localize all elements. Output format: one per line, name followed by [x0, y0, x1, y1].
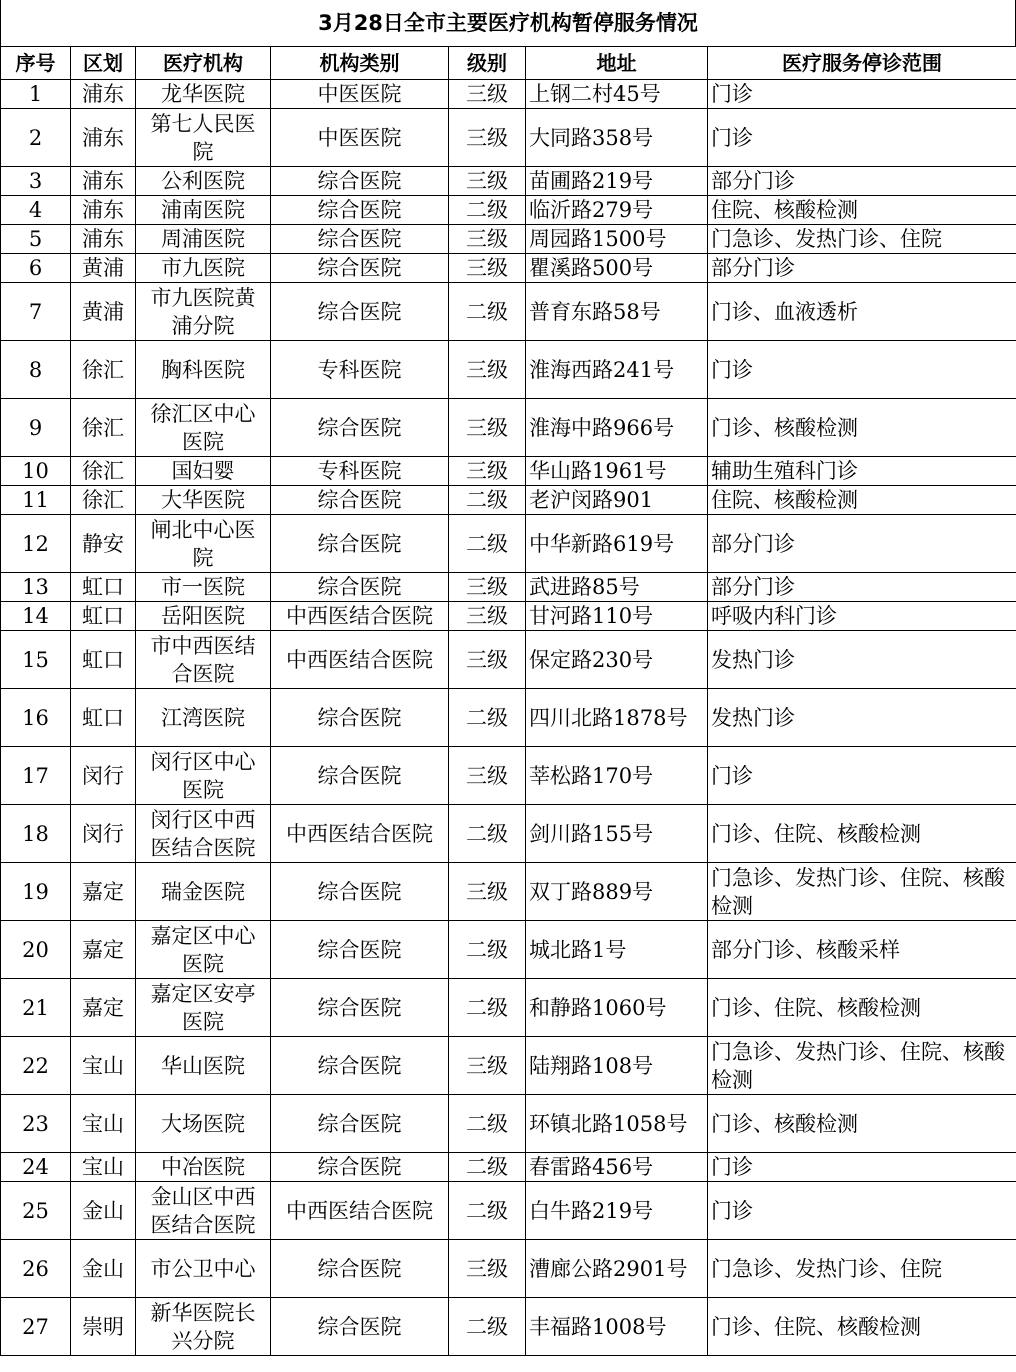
cell-index: 12: [1, 515, 71, 573]
cell-district: 黄浦: [71, 283, 136, 341]
cell-address: 中华新路619号: [526, 515, 708, 573]
cell-institution: [136, 602, 271, 631]
cell-district: 宝山: [71, 1095, 136, 1153]
cell-institution: [136, 979, 271, 1037]
table-row: [1, 573, 1016, 602]
cell-index: 22: [1, 1037, 71, 1095]
table-row: [1, 1182, 1016, 1240]
cell-index: 17: [1, 747, 71, 805]
cell-scope: 门急诊、发热门诊、住院、核酸检测: [708, 1037, 1016, 1095]
cell-scope: 门诊: [708, 1153, 1016, 1182]
institution-name: 闵行区中心医院: [150, 749, 256, 802]
cell-address: 白牛路219号: [526, 1182, 708, 1240]
cell-district: 虹口: [71, 573, 136, 602]
header-index: 序号: [1, 47, 71, 80]
cell-category: 综合医院: [271, 196, 449, 225]
cell-level: 三级: [449, 341, 526, 399]
cell-index: 15: [1, 631, 71, 689]
cell-scope: 发热门诊: [708, 631, 1016, 689]
table-row: [1, 689, 1016, 747]
cell-category: 综合医院: [271, 863, 449, 921]
table-row: [1, 979, 1016, 1037]
institution-name: 公利医院: [161, 169, 245, 193]
cell-institution: [136, 225, 271, 254]
cell-district: 浦东: [71, 109, 136, 167]
cell-level: 二级: [449, 1182, 526, 1240]
cell-level: 三级: [449, 399, 526, 457]
cell-scope: 门诊、住院、核酸检测: [708, 1298, 1016, 1356]
cell-district: 宝山: [71, 1037, 136, 1095]
cell-level: 三级: [449, 109, 526, 167]
cell-category: 综合医院: [271, 1037, 449, 1095]
cell-level: 三级: [449, 747, 526, 805]
cell-scope: 门诊、血液透析: [708, 283, 1016, 341]
cell-level: 二级: [449, 979, 526, 1037]
institution-name: 闸北中心医院: [150, 517, 256, 570]
cell-scope: 门诊、住院、核酸检测: [708, 805, 1016, 863]
cell-scope: 门急诊、发热门诊、住院、核酸检测: [708, 863, 1016, 921]
cell-level: 三级: [449, 167, 526, 196]
cell-index: 10: [1, 457, 71, 486]
cell-district: 虹口: [71, 602, 136, 631]
cell-institution: [136, 341, 271, 399]
cell-address: 上钢二村45号: [526, 80, 708, 109]
cell-district: 浦东: [71, 196, 136, 225]
cell-district: 嘉定: [71, 979, 136, 1037]
cell-district: 虹口: [71, 631, 136, 689]
institution-name: 江湾医院: [161, 705, 245, 730]
cell-category: 综合医院: [271, 921, 449, 979]
cell-district: 宝山: [71, 1153, 136, 1182]
cell-category: 综合医院: [271, 1095, 449, 1153]
cell-scope: 门诊: [708, 109, 1016, 167]
cell-category: 综合医院: [271, 283, 449, 341]
table-row: [1, 1037, 1016, 1095]
cell-category: 综合医院: [271, 689, 449, 747]
institution-name: 市公卫中心: [150, 1256, 256, 1281]
institution-name: 市一医院: [161, 575, 245, 599]
cell-address: 淮海中路966号: [526, 399, 708, 457]
cell-address: 淮海西路241号: [526, 341, 708, 399]
cell-category: 综合医院: [271, 167, 449, 196]
cell-index: 21: [1, 979, 71, 1037]
cell-address: 老沪闵路901: [526, 486, 708, 515]
cell-level: 三级: [449, 225, 526, 254]
cell-scope: 住院、核酸检测: [708, 486, 1016, 515]
institution-name: 市九医院: [161, 256, 245, 280]
cell-level: 二级: [449, 486, 526, 515]
cell-address: 春雷路456号: [526, 1153, 708, 1182]
cell-district: 虹口: [71, 689, 136, 747]
table-row: [1, 399, 1016, 457]
cell-level: 二级: [449, 921, 526, 979]
header-scope: 医疗服务停诊范围: [708, 47, 1016, 80]
cell-address: 甘河路110号: [526, 602, 708, 631]
cell-address: 环镇北路1058号: [526, 1095, 708, 1153]
cell-address: 漕廊公路2901号: [526, 1240, 708, 1298]
cell-level: 二级: [449, 283, 526, 341]
cell-institution: [136, 486, 271, 515]
cell-scope: 门诊、核酸检测: [708, 1095, 1016, 1153]
institution-name: 国妇婴: [171, 459, 235, 483]
cell-scope: 门急诊、发热门诊、住院: [708, 1240, 1016, 1298]
header-row: [1, 47, 1016, 80]
institution-name: 嘉定区中心医院: [150, 923, 256, 976]
cell-institution: [136, 399, 271, 457]
cell-institution: [136, 863, 271, 921]
cell-category: 专科医院: [271, 457, 449, 486]
cell-institution: [136, 689, 271, 747]
institution-name: 胸科医院: [161, 357, 245, 382]
cell-level: 三级: [449, 602, 526, 631]
cell-address: 临沂路279号: [526, 196, 708, 225]
cell-category: 综合医院: [271, 515, 449, 573]
cell-level: 二级: [449, 1095, 526, 1153]
cell-category: 综合医院: [271, 1153, 449, 1182]
institution-name: 华山医院: [161, 1053, 245, 1078]
cell-category: 中西医结合医院: [271, 602, 449, 631]
cell-address: 双丁路889号: [526, 863, 708, 921]
cell-scope: 门诊: [708, 80, 1016, 109]
cell-category: 中医医院: [271, 109, 449, 167]
cell-district: 闵行: [71, 805, 136, 863]
cell-address: 大同路358号: [526, 109, 708, 167]
table-row: [1, 515, 1016, 573]
table-row: [1, 805, 1016, 863]
cell-district: 静安: [71, 515, 136, 573]
header-category: 机构类别: [271, 47, 449, 80]
cell-scope: 门诊: [708, 747, 1016, 805]
cell-institution: [136, 1182, 271, 1240]
cell-category: 综合医院: [271, 254, 449, 283]
table-row: [1, 1153, 1016, 1182]
cell-scope: 门诊、核酸检测: [708, 399, 1016, 457]
institution-name: 周浦医院: [161, 227, 245, 251]
cell-level: 二级: [449, 515, 526, 573]
cell-institution: [136, 573, 271, 602]
cell-category: 综合医院: [271, 486, 449, 515]
institution-name: 中冶医院: [161, 1155, 245, 1179]
cell-address: 普育东路58号: [526, 283, 708, 341]
cell-address: 和静路1060号: [526, 979, 708, 1037]
cell-district: 闵行: [71, 747, 136, 805]
cell-level: 三级: [449, 1240, 526, 1298]
cell-index: 24: [1, 1153, 71, 1182]
table-row: [1, 1298, 1016, 1356]
cell-institution: [136, 631, 271, 689]
cell-address: 剑川路155号: [526, 805, 708, 863]
cell-index: 14: [1, 602, 71, 631]
cell-index: 1: [1, 80, 71, 109]
cell-institution: [136, 1037, 271, 1095]
cell-level: 三级: [449, 457, 526, 486]
cell-category: 综合医院: [271, 573, 449, 602]
cell-index: 8: [1, 341, 71, 399]
cell-scope: 门急诊、发热门诊、住院: [708, 225, 1016, 254]
cell-index: 27: [1, 1298, 71, 1356]
cell-category: 中西医结合医院: [271, 631, 449, 689]
cell-institution: [136, 283, 271, 341]
table-row: [1, 1095, 1016, 1153]
cell-index: 25: [1, 1182, 71, 1240]
cell-institution: [136, 747, 271, 805]
cell-level: 三级: [449, 573, 526, 602]
table-row: [1, 486, 1016, 515]
cell-level: 三级: [449, 631, 526, 689]
cell-index: 16: [1, 689, 71, 747]
cell-address: 莘松路170号: [526, 747, 708, 805]
cell-level: 二级: [449, 689, 526, 747]
table-row: [1, 863, 1016, 921]
table-row: [1, 921, 1016, 979]
cell-institution: [136, 1153, 271, 1182]
institution-name: 岳阳医院: [161, 604, 245, 628]
institution-name: 新华医院长兴分院: [150, 1300, 256, 1353]
cell-district: 金山: [71, 1182, 136, 1240]
cell-district: 黄浦: [71, 254, 136, 283]
cell-scope: 辅助生殖科门诊: [708, 457, 1016, 486]
cell-scope: 门诊: [708, 1182, 1016, 1240]
cell-index: 13: [1, 573, 71, 602]
institution-name: 金山区中西医结合医院: [150, 1184, 256, 1237]
cell-scope: 门诊、住院、核酸检测: [708, 979, 1016, 1037]
cell-district: 徐汇: [71, 399, 136, 457]
cell-institution: [136, 1095, 271, 1153]
cell-address: 苗圃路219号: [526, 167, 708, 196]
institution-name: 大华医院: [161, 488, 245, 512]
institution-name: 浦南医院: [161, 198, 245, 222]
cell-level: 三级: [449, 80, 526, 109]
cell-institution: [136, 1298, 271, 1356]
institution-name: 龙华医院: [161, 82, 245, 106]
cell-scope: 门诊: [708, 341, 1016, 399]
cell-institution: [136, 196, 271, 225]
cell-category: 中西医结合医院: [271, 805, 449, 863]
cell-institution: [136, 805, 271, 863]
table-row: [1, 225, 1016, 254]
cell-scope: 部分门诊: [708, 254, 1016, 283]
table-row: [1, 602, 1016, 631]
cell-category: 专科医院: [271, 341, 449, 399]
hospital-table: [0, 46, 1016, 1356]
institution-name: 大场医院: [161, 1111, 245, 1136]
cell-scope: 部分门诊、核酸采样: [708, 921, 1016, 979]
cell-category: 中医医院: [271, 80, 449, 109]
cell-level: 三级: [449, 863, 526, 921]
cell-institution: [136, 167, 271, 196]
cell-address: 陆翔路108号: [526, 1037, 708, 1095]
cell-institution: [136, 80, 271, 109]
cell-district: 金山: [71, 1240, 136, 1298]
cell-address: 四川北路1878号: [526, 689, 708, 747]
institution-name: 第七人民医院: [150, 111, 256, 164]
header-address: 地址: [526, 47, 708, 80]
table-row: [1, 1240, 1016, 1298]
header-level: 级别: [449, 47, 526, 80]
cell-level: 三级: [449, 1037, 526, 1095]
cell-index: 19: [1, 863, 71, 921]
cell-index: 26: [1, 1240, 71, 1298]
cell-index: 18: [1, 805, 71, 863]
cell-level: 二级: [449, 1298, 526, 1356]
cell-level: 二级: [449, 1153, 526, 1182]
cell-category: 综合医院: [271, 747, 449, 805]
cell-district: 浦东: [71, 225, 136, 254]
table-row: [1, 283, 1016, 341]
institution-name: 徐汇区中心医院: [150, 401, 256, 454]
institution-name: 市九医院黄浦分院: [150, 285, 256, 338]
cell-district: 嘉定: [71, 921, 136, 979]
cell-scope: 部分门诊: [708, 573, 1016, 602]
cell-level: 三级: [449, 254, 526, 283]
table-row: [1, 196, 1016, 225]
table-row: [1, 457, 1016, 486]
cell-index: 2: [1, 109, 71, 167]
cell-category: 综合医院: [271, 979, 449, 1037]
cell-index: 3: [1, 167, 71, 196]
cell-level: 二级: [449, 805, 526, 863]
institution-name: 市中西医结合医院: [150, 633, 256, 686]
cell-index: 23: [1, 1095, 71, 1153]
cell-address: 瞿溪路500号: [526, 254, 708, 283]
cell-scope: 部分门诊: [708, 167, 1016, 196]
cell-index: 4: [1, 196, 71, 225]
cell-scope: 发热门诊: [708, 689, 1016, 747]
cell-category: 中西医结合医院: [271, 1182, 449, 1240]
cell-address: 保定路230号: [526, 631, 708, 689]
table-row: [1, 254, 1016, 283]
cell-district: 崇明: [71, 1298, 136, 1356]
table-row: [1, 109, 1016, 167]
cell-district: 嘉定: [71, 863, 136, 921]
cell-institution: [136, 1240, 271, 1298]
table-row: [1, 341, 1016, 399]
header-institution: 医疗机构: [136, 47, 271, 80]
cell-district: 徐汇: [71, 341, 136, 399]
table-row: [1, 167, 1016, 196]
table-row: [1, 747, 1016, 805]
table-row: [1, 80, 1016, 109]
cell-institution: [136, 457, 271, 486]
cell-index: 9: [1, 399, 71, 457]
cell-index: 20: [1, 921, 71, 979]
cell-category: 综合医院: [271, 225, 449, 254]
cell-address: 丰福路1008号: [526, 1298, 708, 1356]
table-row: [1, 631, 1016, 689]
cell-district: 浦东: [71, 167, 136, 196]
cell-index: 6: [1, 254, 71, 283]
cell-institution: [136, 109, 271, 167]
cell-index: 5: [1, 225, 71, 254]
institution-name: 闵行区中西医结合医院: [150, 807, 256, 860]
cell-category: 综合医院: [271, 1240, 449, 1298]
cell-scope: 呼吸内科门诊: [708, 602, 1016, 631]
cell-institution: [136, 254, 271, 283]
cell-district: 徐汇: [71, 486, 136, 515]
cell-scope: 部分门诊: [708, 515, 1016, 573]
cell-district: 浦东: [71, 80, 136, 109]
cell-address: 城北路1号: [526, 921, 708, 979]
institution-name: 瑞金医院: [161, 879, 245, 904]
cell-category: 综合医院: [271, 399, 449, 457]
cell-institution: [136, 515, 271, 573]
table-title: 3月28日全市主要医疗机构暂停服务情况: [0, 0, 1016, 46]
cell-institution: [136, 921, 271, 979]
cell-address: 华山路1961号: [526, 457, 708, 486]
cell-index: 11: [1, 486, 71, 515]
cell-scope: 住院、核酸检测: [708, 196, 1016, 225]
header-district: 区划: [71, 47, 136, 80]
cell-district: 徐汇: [71, 457, 136, 486]
institution-name: 嘉定区安亭医院: [150, 981, 256, 1034]
table-body: [1, 80, 1016, 1356]
cell-index: 7: [1, 283, 71, 341]
cell-level: 二级: [449, 196, 526, 225]
cell-address: 周园路1500号: [526, 225, 708, 254]
cell-category: 综合医院: [271, 1298, 449, 1356]
cell-address: 武进路85号: [526, 573, 708, 602]
